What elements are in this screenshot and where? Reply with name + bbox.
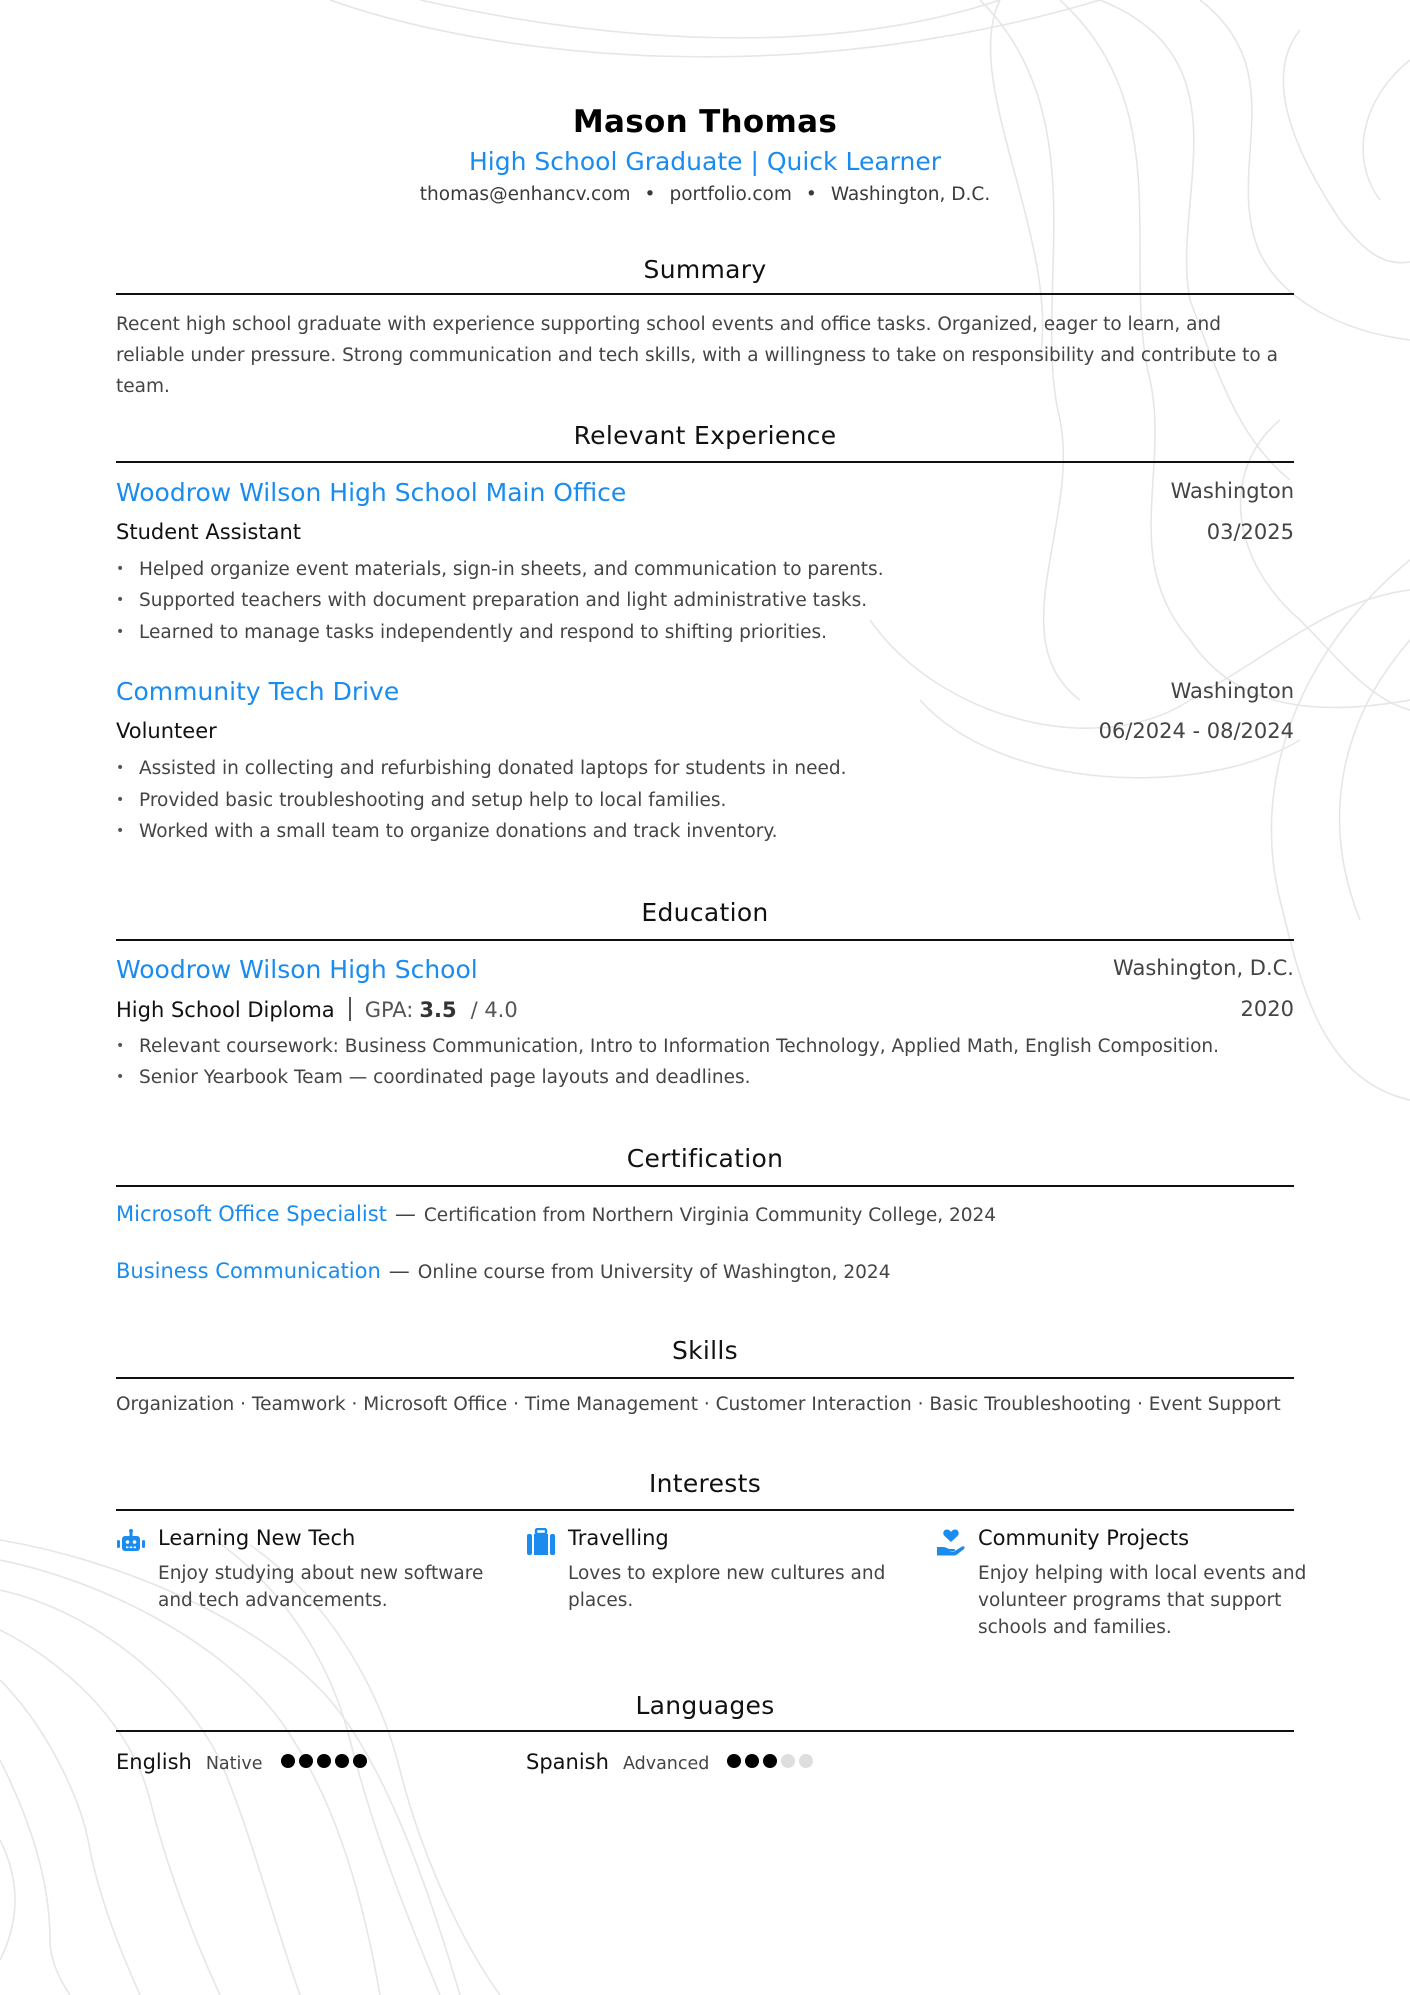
section-title-interests: Interests [648, 1469, 762, 1498]
robot-icon [116, 1528, 146, 1556]
education-degree-line [116, 997, 518, 1022]
bullet-icon: • [116, 792, 125, 808]
contact-line [116, 184, 1294, 205]
language-item [526, 1749, 817, 1774]
interest-description: Enjoy studying about new software and tech advancements. [158, 1563, 484, 1611]
bullet-icon: • [116, 561, 125, 577]
interest-title: Community Projects [978, 1526, 1190, 1550]
dot-empty-icon [781, 1754, 795, 1768]
interest-description: Loves to explore new cultures and places. [568, 1563, 886, 1611]
suitcase-icon [526, 1528, 556, 1556]
certification-description: Online course from University of Washington, 2024 [417, 1262, 891, 1283]
certification-name: Business Communication [116, 1259, 381, 1283]
education-degree: High School Diploma [116, 998, 335, 1022]
summary-text: Recent high school graduate with experience supporting school events and office tasks. Organized, eager to learn, and reliable under pressure. Strong communication and tech skills, with a willingness to take on responsibility and contribute to a team. [116, 314, 1278, 397]
experience-dates: 06/2024 - 08/2024 [1098, 719, 1294, 743]
dot-filled-icon [281, 1754, 295, 1768]
bullet-icon: • [116, 1038, 125, 1054]
interest-title: Learning New Tech [158, 1526, 356, 1550]
candidate-name: Mason Thomas [572, 104, 838, 140]
section-divider [116, 461, 1294, 463]
education-bullet: • Relevant coursework: Business Communication, Intro to Information Technology, Applied Math, English Composition. [116, 1036, 1220, 1057]
section-title-experience: Relevant Experience [573, 421, 837, 450]
experience-bullet: • Supported teachers with document preparation and light administrative tasks. [116, 590, 868, 611]
language-name: Spanish [526, 1750, 609, 1774]
interest-description: Enjoy helping with local events and volunteer programs that support schools and families. [978, 1563, 1307, 1638]
section-divider [116, 939, 1294, 941]
section-divider [116, 1509, 1294, 1511]
bullet-icon: • [116, 592, 125, 608]
language-level: Native [205, 1754, 263, 1774]
degree-gpa-divider [349, 997, 351, 1021]
language-proficiency-dots [727, 1749, 817, 1773]
section-title-summary: Summary [643, 255, 767, 284]
language-level: Advanced [622, 1754, 710, 1774]
experience-role: Student Assistant [116, 520, 302, 544]
bullet-icon: • [116, 1069, 125, 1085]
contact-email[interactable]: thomas@enhancv.com [419, 184, 631, 205]
contact-location: Washington, D.C. [830, 184, 991, 205]
section-divider [116, 1185, 1294, 1187]
candidate-headline: High School Graduate | Quick Learner [468, 147, 942, 176]
experience-bullet: • Assisted in collecting and refurbishing donated laptops for students in need. [116, 758, 847, 779]
dot-filled-icon [745, 1754, 759, 1768]
experience-bullet: • Helped organize event materials, sign-in sheets, and communication to parents. [116, 559, 884, 580]
dot-filled-icon [763, 1754, 777, 1768]
experience-bullet: • Worked with a small team to organize donations and track inventory. [116, 821, 778, 842]
section-title-skills: Skills [671, 1336, 738, 1365]
language-item [116, 1749, 371, 1774]
certification-description: Certification from Northern Virginia Community College, 2024 [423, 1205, 997, 1226]
bullet-icon: • [116, 624, 125, 640]
gpa-value: 3.5 [419, 998, 457, 1022]
certification-dash: — [394, 1202, 416, 1226]
language-proficiency-dots [281, 1749, 371, 1773]
experience-bullet: • Learned to manage tasks independently and respond to shifting priorities. [116, 622, 828, 643]
dot-empty-icon [799, 1754, 813, 1768]
bullet-icon: • [116, 823, 125, 839]
gpa-max: / 4.0 [470, 998, 518, 1022]
certification-dash: — [388, 1259, 410, 1283]
section-title-education: Education [641, 898, 769, 927]
section-divider [116, 1730, 1294, 1732]
dot-filled-icon [317, 1754, 331, 1768]
certification-item [116, 1202, 996, 1226]
experience-bullet: • Provided basic troubleshooting and setup help to local families. [116, 790, 727, 811]
interest-title: Travelling [568, 1526, 669, 1550]
contact-separator: • [805, 184, 817, 205]
education-school: Woodrow Wilson High School [116, 955, 478, 984]
bullet-icon: • [116, 760, 125, 776]
education-location: Washington, D.C. [1113, 956, 1294, 980]
contact-website[interactable]: portfolio.com [669, 184, 792, 205]
dot-filled-icon [727, 1754, 741, 1768]
dot-filled-icon [335, 1754, 349, 1768]
section-divider [116, 293, 1294, 295]
certification-name: Microsoft Office Specialist [116, 1202, 387, 1226]
education-bullet: • Senior Yearbook Team — coordinated page layouts and deadlines. [116, 1067, 751, 1088]
contact-separator: • [644, 184, 656, 205]
dot-filled-icon [353, 1754, 367, 1768]
experience-role: Volunteer [116, 719, 217, 743]
section-title-languages: Languages [635, 1691, 775, 1720]
dot-filled-icon [299, 1754, 313, 1768]
experience-company: Woodrow Wilson High School Main Office [116, 478, 627, 507]
gpa-label: GPA: [364, 998, 414, 1022]
education-year: 2020 [1240, 997, 1294, 1021]
experience-dates: 03/2025 [1206, 520, 1294, 544]
section-title-certification: Certification [626, 1144, 784, 1173]
experience-location: Washington [1170, 479, 1294, 503]
language-name: English [116, 1750, 192, 1774]
experience-company: Community Tech Drive [116, 677, 400, 706]
certification-item [116, 1259, 890, 1283]
experience-location: Washington [1170, 679, 1294, 703]
section-divider [116, 1377, 1294, 1379]
skills-list: Organization · Teamwork · Microsoft Office · Time Management · Customer Interaction · Basic Troubleshooting · Event Support [116, 1394, 1281, 1415]
hand-heart-icon [936, 1528, 966, 1556]
